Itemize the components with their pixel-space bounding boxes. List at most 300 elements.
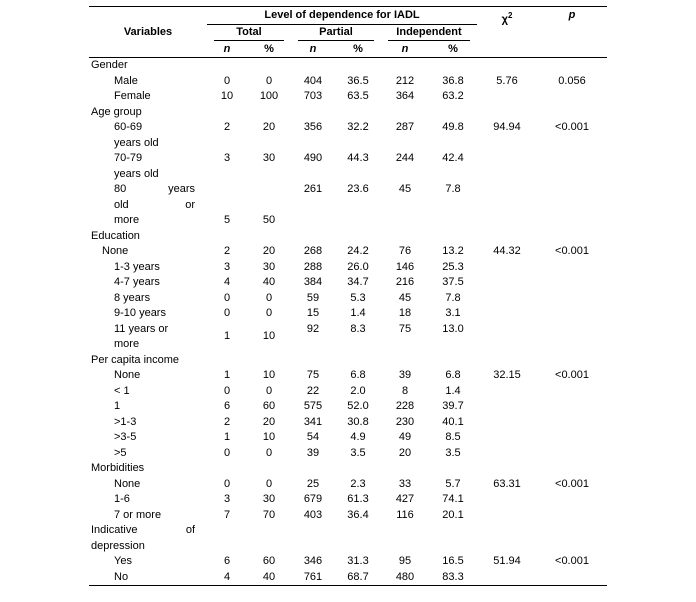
chi-square-symbol: χ (501, 13, 508, 26)
data-row (89, 508, 607, 524)
p-value (537, 291, 607, 307)
chi-square-value (477, 182, 537, 229)
independent-pct: 49.8 (442, 121, 464, 133)
partial-pct: 36.4 (347, 508, 369, 521)
independent-pct: 7.8 (445, 291, 461, 304)
independent-n: 364 (395, 90, 415, 102)
data-row (89, 151, 607, 182)
independent-n (381, 461, 429, 477)
total-pct: 10 (262, 330, 276, 343)
data-row (89, 399, 607, 415)
total-pct (247, 523, 291, 554)
data-row (89, 415, 607, 431)
chi-square-value (477, 415, 537, 431)
data-row (89, 492, 607, 508)
total-n: 0 (223, 446, 231, 459)
partial-n: 25 (306, 477, 320, 490)
variable-label: < 1 (114, 384, 130, 397)
total-n: 0 (223, 74, 231, 87)
independent-pct: 7.8 (445, 183, 461, 195)
partial-n-header: n (291, 41, 335, 58)
independent-pct (429, 353, 477, 369)
section-row (89, 461, 607, 477)
chi-square-value (477, 89, 537, 105)
total-pct: 30 (262, 260, 276, 273)
total-pct-header: % (247, 41, 291, 58)
chi-square-value (477, 260, 537, 276)
variable-label: Female (114, 90, 151, 102)
independent-pct: 6.8 (445, 369, 461, 381)
p-value (537, 182, 607, 229)
p-value (537, 384, 607, 400)
total-n: 3 (223, 152, 231, 164)
data-row (89, 120, 607, 151)
section-row (89, 353, 607, 369)
p-value (537, 306, 607, 322)
total-n: 0 (223, 291, 231, 304)
p-value (537, 523, 607, 554)
independent-pct (429, 58, 477, 74)
partial-n (291, 461, 335, 477)
independent-n: 287 (395, 121, 415, 133)
total-pct: 40 (262, 570, 276, 583)
total-pct: 20 (262, 245, 276, 257)
total-n: 10 (220, 90, 234, 102)
total-n: 1 (223, 369, 231, 381)
independent-group-header (381, 25, 477, 42)
partial-pct: 52.0 (347, 400, 369, 412)
data-row (89, 291, 607, 307)
partial-pct: 32.2 (347, 121, 369, 133)
section-row (89, 58, 607, 74)
chi-square-value (477, 353, 537, 369)
p-value (537, 415, 607, 431)
independent-n (381, 229, 429, 245)
partial-pct: 1.4 (350, 307, 366, 319)
total-group-label: Total (214, 25, 284, 41)
partial-pct: 63.5 (347, 90, 369, 102)
partial-pct: 24.2 (347, 245, 369, 257)
variable-label: 60-69 years old (114, 121, 159, 149)
partial-n: 341 (303, 415, 323, 428)
chi-square-value (477, 306, 537, 322)
independent-n: 244 (395, 152, 415, 164)
partial-n: 92 (306, 322, 320, 335)
partial-pct: 2.0 (350, 384, 366, 397)
total-n: 4 (223, 276, 231, 288)
p-value: <0.001 (555, 121, 589, 133)
partial-n: 404 (303, 74, 323, 87)
independent-pct-header: % (429, 41, 477, 58)
partial-n: 384 (303, 276, 323, 288)
p-value (537, 322, 607, 353)
chi-square-value: 44.32 (493, 245, 521, 257)
total-n (207, 523, 247, 554)
p-value (537, 492, 607, 508)
chi-square-value (477, 322, 537, 353)
section-row (89, 105, 607, 121)
p-value (537, 275, 607, 291)
total-pct: 30 (262, 493, 276, 505)
data-row (89, 430, 607, 446)
total-pct (247, 353, 291, 369)
independent-n: 228 (395, 400, 415, 412)
variable-label: No (114, 570, 129, 583)
p-value-header: p (537, 7, 607, 58)
independent-pct: 42.4 (442, 152, 464, 164)
chi-square-value: 51.94 (493, 555, 521, 567)
total-pct: 50 (262, 214, 276, 226)
section-label: Morbidities (91, 462, 145, 474)
variable-label: 1 (114, 400, 121, 412)
p-value: 0.056 (558, 74, 586, 87)
p-value: <0.001 (555, 369, 589, 381)
partial-n: 403 (303, 508, 323, 521)
variable-label: 80 years old or more (114, 183, 195, 226)
independent-n: 480 (395, 570, 415, 583)
variable-label: 9-10 years (114, 307, 166, 319)
p-value (537, 461, 607, 477)
partial-pct: 23.6 (347, 183, 369, 195)
total-pct: 0 (265, 307, 273, 319)
chi-square-value: 63.31 (493, 477, 521, 490)
partial-pct: 36.5 (347, 74, 369, 87)
independent-n: 75 (398, 322, 412, 335)
p-value (537, 151, 607, 182)
partial-pct (335, 229, 381, 245)
section-label: Indicative of depression (91, 524, 195, 552)
partial-pct: 6.8 (350, 369, 366, 381)
chi-square-value (477, 151, 537, 182)
partial-n: 703 (303, 90, 323, 102)
independent-pct (429, 461, 477, 477)
partial-pct (335, 58, 381, 74)
partial-n (291, 353, 335, 369)
total-n: 7 (223, 508, 231, 521)
chi-square-value (477, 58, 537, 74)
partial-n: 575 (303, 400, 323, 412)
variable-label: >5 (114, 446, 127, 459)
total-pct: 20 (262, 121, 276, 133)
partial-n: 490 (303, 152, 323, 164)
independent-n: 20 (398, 446, 412, 459)
partial-group-label: Partial (298, 25, 374, 41)
partial-n (291, 105, 335, 121)
total-pct (247, 461, 291, 477)
independent-n: 39 (398, 369, 412, 381)
data-row (89, 89, 607, 105)
variable-label: 11 years or more (114, 322, 169, 350)
partial-n: 22 (306, 384, 320, 397)
independent-pct: 36.8 (442, 74, 464, 87)
total-n: 1 (223, 431, 231, 443)
data-row (89, 182, 607, 229)
section-label: Age group (91, 105, 142, 118)
chi-square-value (477, 430, 537, 446)
independent-n (381, 353, 429, 369)
partial-pct-header: % (335, 41, 381, 58)
p-value (537, 229, 607, 245)
independent-pct: 13.0 (442, 322, 464, 335)
variable-label: Yes (114, 555, 132, 567)
independent-pct (429, 229, 477, 245)
group-title: Level of dependence for IADL (207, 7, 477, 25)
partial-pct: 61.3 (347, 493, 369, 505)
total-n: 6 (223, 400, 231, 412)
independent-pct: 1.4 (445, 384, 461, 397)
independent-pct (429, 523, 477, 554)
independent-pct: 16.5 (442, 555, 464, 567)
partial-n: 679 (303, 493, 323, 505)
total-n: 0 (223, 384, 231, 397)
chi-square-value (477, 229, 537, 245)
p-value (537, 58, 607, 74)
chi-square-value (477, 446, 537, 462)
variable-label: None (114, 477, 141, 490)
p-value (537, 353, 607, 369)
partial-pct: 44.3 (347, 152, 369, 164)
total-n: 3 (223, 260, 231, 273)
total-group-header (207, 25, 291, 42)
independent-pct: 3.5 (445, 446, 461, 459)
partial-pct: 2.3 (350, 477, 366, 490)
section-row (89, 229, 607, 245)
chi-square-value (477, 384, 537, 400)
total-pct (247, 58, 291, 74)
independent-pct: 74.1 (442, 493, 464, 505)
partial-n (291, 229, 335, 245)
chi-square-value: 5.76 (496, 74, 518, 87)
total-pct: 60 (262, 400, 276, 412)
total-pct: 20 (262, 415, 276, 428)
partial-n: 261 (303, 183, 323, 195)
p-value (537, 446, 607, 462)
data-row (89, 306, 607, 322)
independent-n: 95 (398, 555, 412, 567)
independent-n: 49 (398, 431, 412, 443)
p-value (537, 399, 607, 415)
independent-pct: 5.7 (445, 477, 461, 490)
chi-square-value (477, 570, 537, 586)
partial-pct: 3.5 (350, 446, 366, 459)
partial-group-header (291, 25, 381, 42)
total-n: 5 (223, 214, 231, 226)
data-row (89, 446, 607, 462)
partial-pct (335, 523, 381, 554)
partial-n: 268 (303, 245, 323, 257)
partial-n: 39 (306, 446, 320, 459)
partial-n: 761 (303, 570, 323, 583)
variable-label: 8 years (114, 291, 151, 304)
variable-label: None (102, 245, 129, 257)
independent-pct: 63.2 (442, 90, 464, 102)
total-pct: 100 (259, 90, 279, 102)
total-n: 0 (223, 477, 231, 490)
chi-square-value (477, 105, 537, 121)
independent-n: 212 (395, 74, 415, 87)
partial-pct: 8.3 (350, 322, 366, 335)
total-pct (247, 105, 291, 121)
p-value: <0.001 (555, 245, 589, 257)
independent-n: 216 (395, 276, 415, 288)
variable-label: 1-6 (114, 493, 130, 505)
partial-pct: 5.3 (350, 291, 366, 304)
partial-n: 288 (303, 260, 323, 273)
table-header (89, 7, 607, 58)
partial-pct: 34.7 (347, 276, 369, 288)
variable-label: 4-7 years (114, 276, 160, 288)
p-value (537, 260, 607, 276)
total-n: 2 (223, 245, 231, 257)
chi-square-value (477, 461, 537, 477)
chi-square-value (477, 508, 537, 524)
independent-pct: 25.3 (442, 260, 464, 273)
total-n: 2 (223, 121, 231, 133)
variable-label: >3-5 (114, 431, 137, 443)
total-n: 0 (223, 307, 231, 319)
variable-label: 70-79 years old (114, 152, 159, 180)
total-n: 6 (223, 555, 231, 567)
independent-n: 33 (398, 477, 412, 490)
independent-n-header: n (381, 41, 429, 58)
total-pct: 30 (262, 152, 276, 164)
partial-n (291, 523, 335, 554)
chi-square-value (477, 291, 537, 307)
independent-n: 45 (398, 183, 412, 195)
total-n: 3 (223, 493, 231, 505)
independent-pct: 13.2 (442, 245, 464, 257)
data-row (89, 368, 607, 384)
section-label: Per capita income (91, 353, 180, 366)
independent-pct: 39.7 (442, 400, 464, 412)
total-pct: 0 (265, 74, 273, 87)
partial-pct (335, 353, 381, 369)
total-n: 4 (223, 570, 231, 583)
chi-square-value (477, 275, 537, 291)
section-label: Gender (91, 59, 128, 71)
independent-group-label: Independent (388, 25, 470, 41)
partial-n (291, 58, 335, 74)
independent-pct: 20.1 (442, 508, 464, 521)
data-row (89, 477, 607, 493)
independent-n: 8 (401, 384, 409, 397)
partial-pct: 30.8 (347, 415, 369, 428)
p-value: <0.001 (555, 555, 589, 567)
partial-pct: 31.3 (347, 555, 369, 567)
variable-label: None (114, 369, 141, 381)
partial-pct (335, 105, 381, 121)
independent-pct: 8.5 (445, 431, 461, 443)
independent-n: 76 (398, 245, 412, 257)
partial-pct: 68.7 (347, 570, 369, 583)
total-pct: 60 (262, 555, 276, 567)
section-row (89, 523, 607, 554)
total-n (207, 105, 247, 121)
partial-n: 54 (306, 431, 320, 443)
p-value (537, 89, 607, 105)
partial-pct (335, 461, 381, 477)
total-n (207, 353, 247, 369)
chi-square-exponent: 2 (507, 11, 513, 20)
p-value: <0.001 (555, 477, 589, 490)
total-n: 2 (223, 415, 231, 428)
total-n: 1 (223, 330, 231, 343)
total-n (207, 58, 247, 74)
partial-n: 15 (306, 307, 320, 319)
independent-n: 116 (396, 508, 414, 521)
independent-n: 18 (398, 307, 412, 319)
independent-n (381, 105, 429, 121)
partial-pct: 4.9 (350, 431, 366, 443)
total-pct (247, 229, 291, 245)
chi-square-value: 94.94 (493, 121, 521, 133)
independent-pct: 3.1 (445, 307, 461, 319)
variable-label: 7 or more (114, 508, 162, 521)
section-label: Education (91, 229, 140, 242)
partial-n: 75 (306, 369, 320, 381)
p-value (537, 508, 607, 524)
chi-square-value (477, 523, 537, 554)
data-row (89, 275, 607, 291)
partial-n: 346 (303, 555, 323, 567)
p-value (537, 430, 607, 446)
total-n-header: n (207, 41, 247, 58)
variable-label: 1-3 years (114, 260, 160, 273)
independent-n: 427 (395, 493, 415, 505)
total-pct: 10 (262, 369, 276, 381)
data-row (89, 384, 607, 400)
p-value (537, 105, 607, 121)
total-pct: 0 (265, 477, 273, 490)
data-row (89, 322, 607, 353)
independent-pct: 83.3 (442, 570, 464, 583)
independent-pct: 40.1 (442, 415, 464, 428)
total-pct: 0 (265, 384, 273, 397)
variables-header: Variables (89, 7, 207, 58)
total-n (207, 461, 247, 477)
partial-n: 59 (306, 291, 320, 304)
partial-pct: 26.0 (347, 260, 369, 273)
chi-square-value (477, 492, 537, 508)
chi-square-value: 32.15 (493, 369, 521, 381)
data-row (89, 554, 607, 570)
header-row-top (89, 7, 607, 25)
independent-n (381, 58, 429, 74)
chi-square-header (477, 7, 537, 58)
data-row (89, 74, 607, 90)
chi-square-value (477, 399, 537, 415)
partial-n: 356 (303, 121, 323, 133)
data-row (89, 260, 607, 276)
total-pct: 70 (262, 508, 276, 521)
table-body (89, 58, 607, 586)
independent-pct (429, 105, 477, 121)
independent-n: 230 (395, 415, 415, 428)
independent-n: 146 (395, 260, 415, 273)
p-value (537, 570, 607, 586)
data-row (89, 570, 607, 586)
total-pct: 0 (265, 446, 273, 459)
total-pct: 0 (265, 291, 273, 304)
independent-n: 45 (398, 291, 412, 304)
iadl-dependence-table (89, 6, 607, 586)
variable-label: >1-3 (114, 415, 137, 428)
independent-n (381, 523, 429, 554)
total-n (207, 229, 247, 245)
total-pct: 10 (262, 431, 276, 443)
data-row (89, 244, 607, 260)
total-pct: 40 (262, 276, 276, 288)
